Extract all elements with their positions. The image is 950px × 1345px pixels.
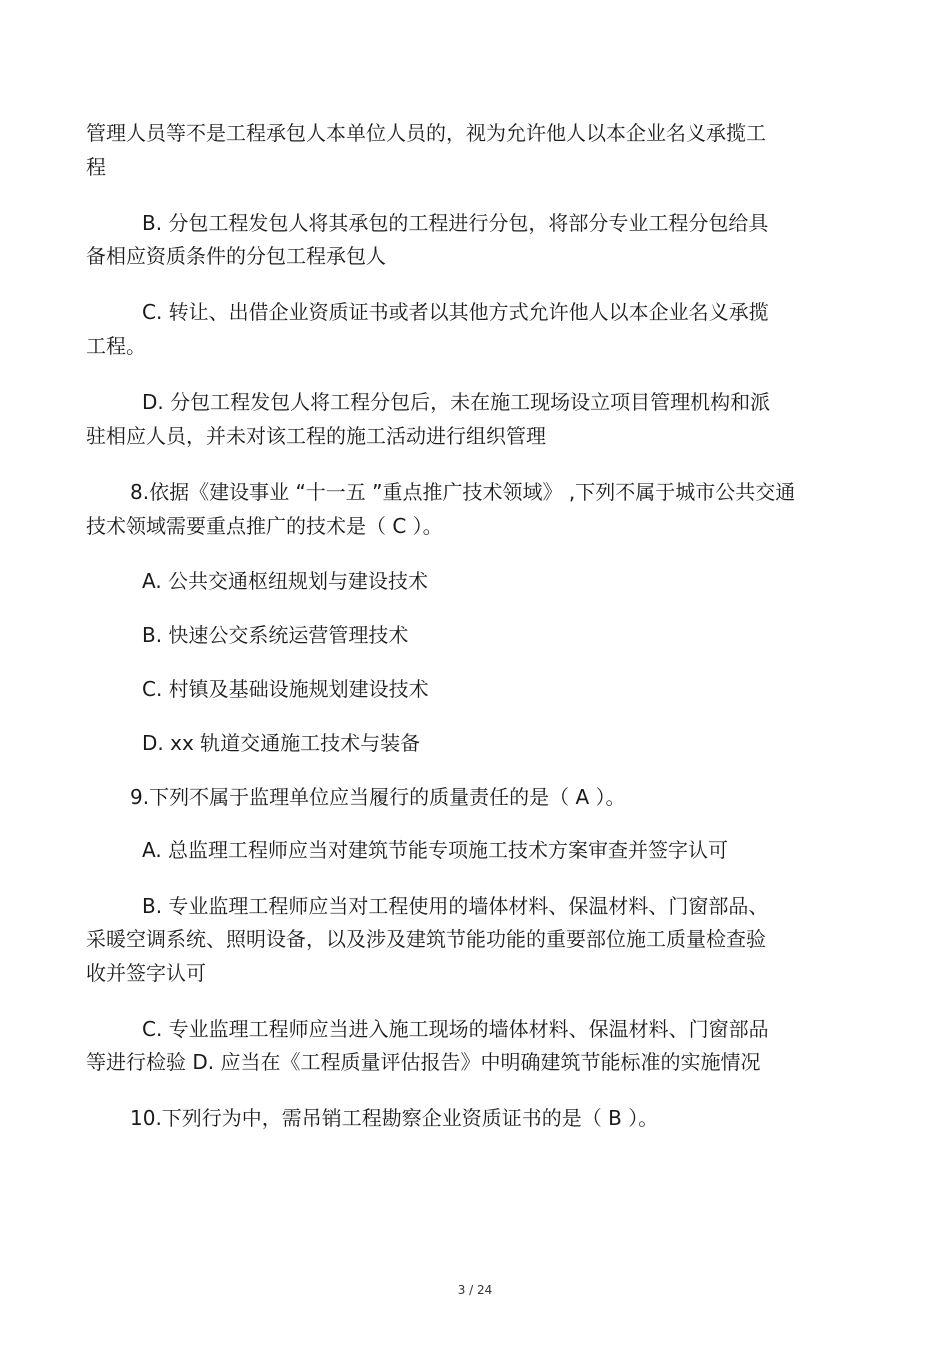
option-b-line: B. 分包工程发包人将其承包的工程进行分包，将部分专业工程分包给具 bbox=[142, 211, 769, 235]
option-a-line: A. 公共交通枢纽规划与建设技术 bbox=[142, 569, 429, 593]
text-line: 工程。 bbox=[86, 334, 146, 358]
option-b-line: B. 快速公交系统运营管理技术 bbox=[142, 623, 409, 647]
option-c-line: C. 转让、出借企业资质证书或者以其他方式允许他人以本企业名义承揽 bbox=[142, 300, 769, 324]
option-c-line: C. 专业监理工程师应当进入施工现场的墙体材料、保温材料、门窗部品 bbox=[142, 1017, 769, 1041]
option-b-line: B. 专业监理工程师应当对工程使用的墙体材料、保温材料、门窗部品、 bbox=[142, 894, 769, 918]
option-d-line: D. 分包工程发包人将工程分包后，未在施工现场设立项目管理机构和派 bbox=[142, 390, 771, 414]
text-line: 收并签字认可 bbox=[86, 961, 206, 985]
question-8: 8.依据《建设事业 “十一五 ”重点推广技术领域》 ,下列不属于城市公共交通 bbox=[130, 480, 796, 504]
text-line: 驻相应人员，并未对该工程的施工活动进行组织管理 bbox=[86, 424, 546, 448]
option-a-line: A. 总监理工程师应当对建筑节能专项施工技术方案审查并签字认可 bbox=[142, 838, 729, 862]
text-line: 程 bbox=[86, 155, 106, 179]
option-d-line: D. xx 轨道交通施工技术与装备 bbox=[142, 731, 421, 755]
text-line: 等进行检验 D. 应当在《工程质量评估报告》中明确建筑节能标准的实施情况 bbox=[86, 1050, 761, 1074]
question-9: 9.下列不属于监理单位应当履行的质量责任的是（ A ）。 bbox=[130, 785, 626, 809]
option-c-line: C. 村镇及基础设施规划建设技术 bbox=[142, 677, 429, 701]
text-line: 采暖空调系统、照明设备，以及涉及建筑节能功能的重要部位施工质量检查验 bbox=[86, 927, 766, 951]
text-line: 备相应资质条件的分包工程承包人 bbox=[86, 244, 386, 268]
text-line: 管理人员等不是工程承包人本单位人员的，视为允许他人以本企业名义承揽工 bbox=[86, 121, 766, 145]
text-line: 技术领域需要重点推广的技术是（ C ）。 bbox=[86, 514, 443, 538]
question-10: 10.下列行为中，需吊销工程勘察企业资质证书的是（ B ）。 bbox=[130, 1106, 659, 1130]
page-number: 3 / 24 bbox=[457, 1283, 493, 1297]
